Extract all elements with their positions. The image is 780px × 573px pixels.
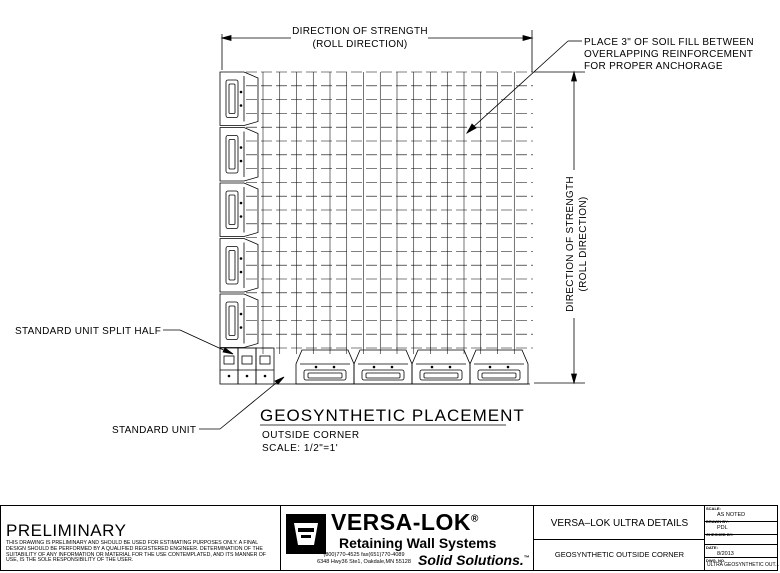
contact-info: [313, 552, 415, 565]
standard-wall-unit: [296, 350, 354, 384]
side-unit-core-inner: [229, 306, 235, 336]
sheet-title: VERSA–LOK ULTRA DETAILS: [550, 518, 689, 529]
side-unit-core: [226, 247, 238, 285]
split-half-unit: [238, 348, 256, 384]
phone-fax: (800)770-4525 fax(651)770-4089: [323, 552, 405, 558]
side-unit-pin: [240, 160, 242, 162]
side-unit-pin: [240, 147, 242, 149]
side-unit-core-inner: [229, 140, 235, 170]
split-half-pin: [228, 375, 230, 377]
side-wall-unit: [220, 294, 258, 348]
split-half-core: [224, 356, 234, 364]
slogan: Solid Solutions.™: [418, 552, 530, 568]
split-half-pin: [246, 375, 248, 377]
drawing-title: GEOSYNTHETIC PLACEMENT: [260, 406, 525, 425]
side-unit-pin: [240, 327, 242, 329]
side-unit-pin: [240, 202, 242, 204]
split-half-outline: [256, 348, 274, 384]
standard-unit-core: [478, 370, 520, 380]
side-unit-pin: [240, 216, 242, 218]
split-half-pin: [264, 375, 266, 377]
side-unit-core-inner: [229, 84, 235, 114]
top-dimension-label-2: (ROLL DIRECTION): [312, 39, 408, 50]
standard-unit-pin: [391, 366, 393, 368]
standard-wall-unit: [412, 350, 470, 384]
standard-unit-core-inner: [366, 373, 400, 378]
drawing-subtitle: OUTSIDE CORNER: [262, 430, 360, 441]
note-leader: [467, 41, 582, 133]
standard-unit-callout: STANDARD UNIT: [112, 425, 197, 436]
side-unit-pin: [240, 105, 242, 107]
standard-unit-pin: [449, 366, 451, 368]
side-wall-unit: [220, 128, 258, 182]
side-wall-unit: [220, 72, 258, 126]
note-line-3: FOR PROPER ANCHORAGE: [584, 61, 723, 72]
standard-unit-outline: [296, 350, 354, 384]
side-unit-core: [226, 191, 238, 229]
standard-wall-unit: [354, 350, 412, 384]
brand-tagline: Retaining Wall Systems: [339, 535, 497, 551]
address: 6348 Hwy36 Ste1, Oakdale,MN 55128: [317, 558, 411, 565]
geogrid: [246, 72, 533, 354]
top-dimension-label-1: DIRECTION OF STRENGTH: [292, 26, 428, 37]
company-logo: [281, 506, 534, 570]
title-divider: [534, 539, 704, 540]
side-unit-pin: [240, 258, 242, 260]
split-half-unit: [256, 348, 274, 384]
preliminary-heading: PRELIMINARY: [6, 521, 127, 540]
standard-unit-pin: [315, 366, 317, 368]
standard-unit-core: [362, 370, 404, 380]
info-row-drawn-by: DRAWN BY: PDL: [705, 519, 778, 535]
side-unit-core: [226, 80, 238, 118]
drawing-scale: SCALE: 1/2"=1': [262, 443, 339, 454]
standard-wall-unit: [470, 350, 528, 384]
note-line-2: OVERLAPPING REINFORCEMENT: [584, 49, 754, 60]
wall-units: [220, 72, 530, 384]
info-row-date: DATE: 8/2013: [705, 545, 778, 558]
split-half-outline: [238, 348, 256, 384]
side-unit-core: [226, 302, 238, 340]
info-row-checked-by: CHECKED BY:: [705, 532, 778, 545]
side-unit-core-inner: [229, 251, 235, 281]
note-line-1: PLACE 3" OF SOIL FILL BETWEEN: [584, 37, 754, 48]
info-row-scale: SCALE: AS NOTED: [705, 506, 778, 522]
split-half-callout: STANDARD UNIT SPLIT HALF: [15, 326, 162, 337]
title-block: [0, 505, 778, 571]
preliminary-notice: [1, 506, 281, 570]
versa-lok-logo-icon: [286, 514, 326, 554]
side-dimension-label-1: DIRECTION OF STRENGTH: [565, 176, 576, 312]
standard-unit-pin: [333, 366, 335, 368]
standard-unit-outline: [412, 350, 470, 384]
standard-unit-outline: [470, 350, 528, 384]
standard-unit-core-inner: [482, 373, 516, 378]
side-unit-core-inner: [229, 195, 235, 225]
brand-name: VERSA-LOK®: [331, 509, 479, 535]
standard-unit-core-inner: [424, 373, 458, 378]
standard-unit-core: [304, 370, 346, 380]
side-unit-pin: [240, 271, 242, 273]
preliminary-text: THIS DRAWING IS PRELIMINARY AND SHOULD BE USED FOR ESTIMATING PURPOSES ONLY. A FINAL DESIGN SHOULD BE PERFORMED BY A QUALIFIED REGISTERED ENGINEER. DETERMINATION OF THE SUITABILITY OF ANY INFORMATION OR MATERIAL FOR THE USE CONTEMPLATED, AND ITS MANNER OF USE, IS THE SOLE RESPONSIBILITY OF THE USER.: [6, 540, 266, 564]
standard-unit-outline: [354, 350, 412, 384]
standard-unit-pin: [507, 366, 509, 368]
sheet-titles: [534, 506, 705, 570]
standard-unit-pin: [373, 366, 375, 368]
side-unit-core: [226, 136, 238, 174]
info-row-dwg-no: DWG. NO. ULTRA GEOSYNTHETIC OUT...: [706, 558, 780, 568]
standard-unit-pin: [431, 366, 433, 368]
standard-unit-core-inner: [308, 373, 342, 378]
side-dimension-label-2: (ROLL DIRECTION): [578, 196, 589, 292]
split-half-core: [242, 356, 252, 364]
standard-unit-core: [420, 370, 462, 380]
split-half-core: [260, 356, 270, 364]
side-unit-pin: [240, 313, 242, 315]
sheet-subtitle: GEOSYNTHETIC OUTSIDE CORNER: [554, 550, 685, 559]
standard-unit-pin: [489, 366, 491, 368]
split-half-leader: [163, 330, 233, 354]
side-unit-pin: [240, 91, 242, 93]
sheet-info: [705, 506, 778, 570]
